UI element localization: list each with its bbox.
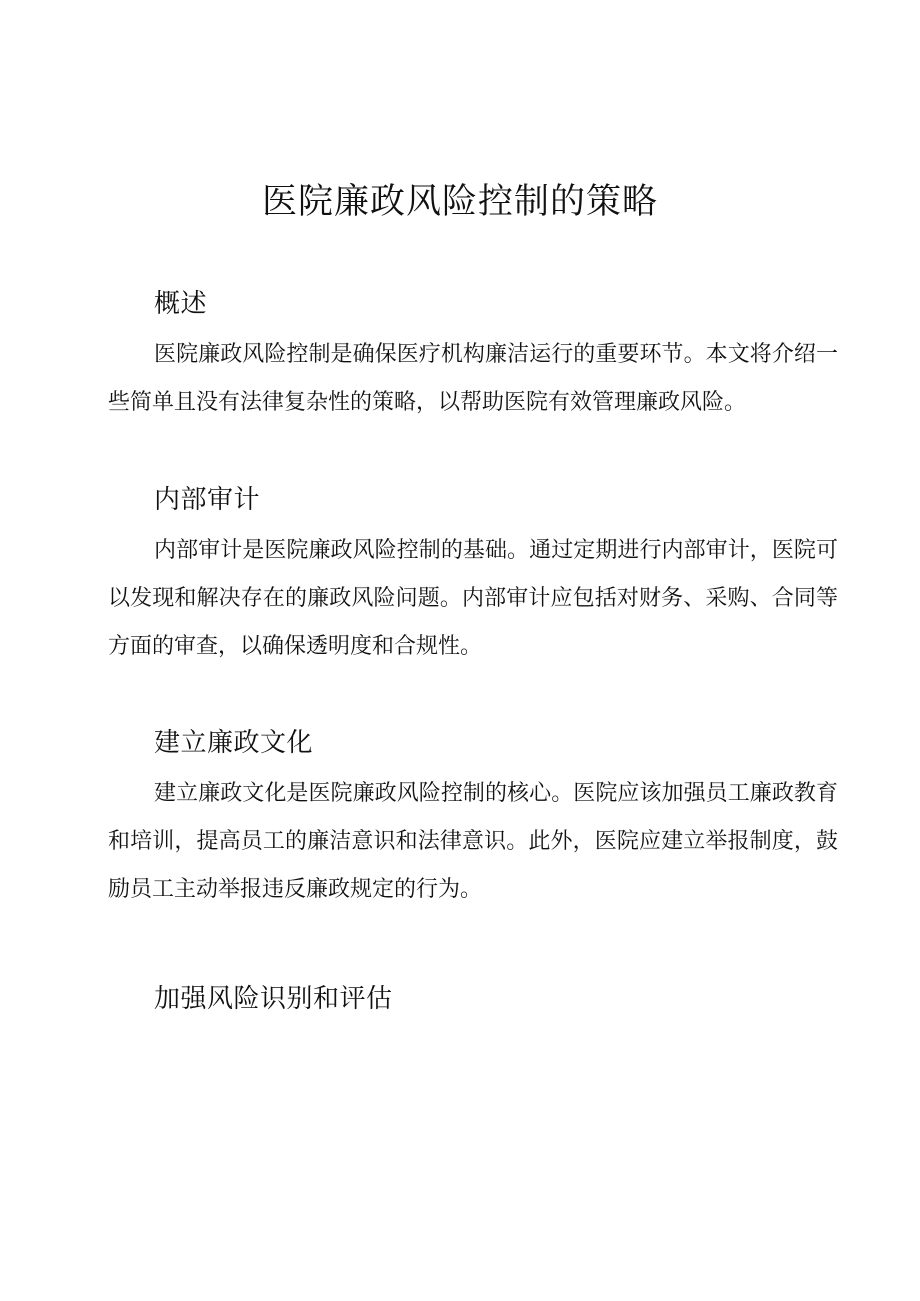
section-heading: 加强风险识别和评估 xyxy=(154,984,393,1014)
section-heading: 概述 xyxy=(154,289,208,319)
section-internal-audit xyxy=(108,481,838,671)
document-title: 医院廉政风险控制的策略 xyxy=(261,182,658,222)
section-heading: 建立廉政文化 xyxy=(154,728,314,758)
section-paragraph: 建立廉政文化是医院廉政风险控制的核心。医院应该加强员工廉政教育和培训，提高员工的廉洁意识和法律意识。此外，医院应建立举报制度，鼓励员工主动举报违反廉政规定的行为。 xyxy=(108,781,838,902)
section-overview xyxy=(108,285,838,427)
section-integrity-culture xyxy=(108,724,838,914)
section-paragraph: 内部审计是医院廉政风险控制的基础。通过定期进行内部审计，医院可以发现和解决存在的廉政风险问题。内部审计应包括对财务、采购、合同等方面的审查，以确保透明度和合规性。 xyxy=(108,538,838,659)
section-heading: 内部审计 xyxy=(154,485,261,515)
section-risk-identification xyxy=(108,980,838,1018)
section-paragraph: 医院廉政风险控制是确保医疗机构廉洁运行的重要环节。本文将介绍一些简单且没有法律复杂性的策略，以帮助医院有效管理廉政风险。 xyxy=(108,342,838,415)
